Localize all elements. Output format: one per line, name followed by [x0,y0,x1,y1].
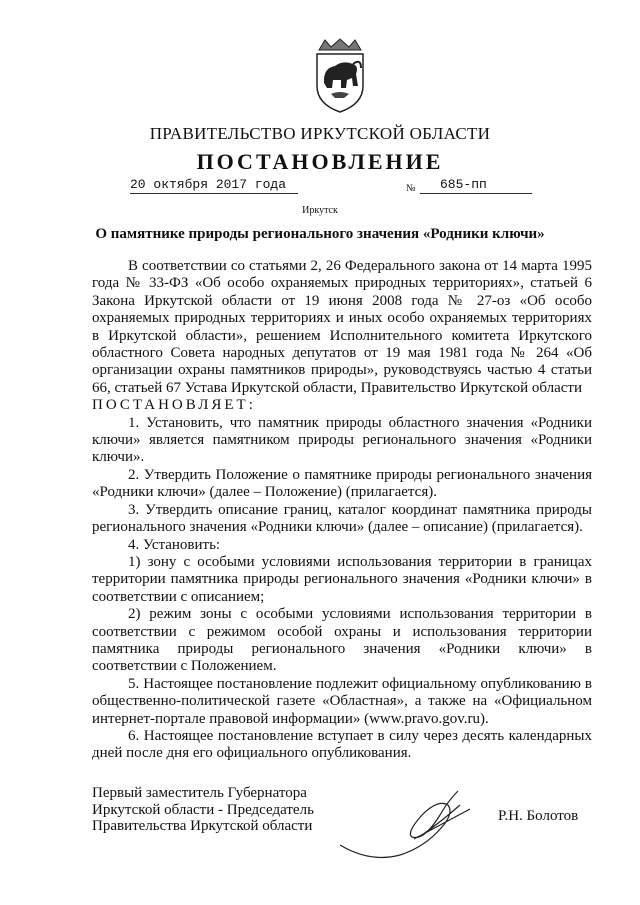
list-item: 6. Настоящее постановление вступает в силу через десять календарных дней после дня его официального опубликования. [92,727,592,762]
handwritten-signature-icon [330,775,480,865]
signatory-name: Р.Н. Болотов [498,808,579,824]
number-sign: № [406,183,416,194]
organization-name: ПРАВИТЕЛЬСТВО ИРКУТСКОЙ ОБЛАСТИ [149,124,491,143]
number-underline [420,193,532,194]
signatory-position: Первый заместитель Губернатора Иркутской области - Председатель Правительства Иркутской области [92,785,314,834]
resolves-heading: ПОСТАНОВЛЯЕТ: [92,397,256,414]
list-item: 1) зону с особыми условиями использования территории в границах территории памятника природы регионального значения «Родники ключи» в соответствии с описанием; [92,553,592,605]
list-item: 2. Утвердить Положение о памятнике природы регионального значения «Родники ключи» (далее – Положение) (прилагается). [92,466,592,501]
document-number: 685-пп [440,177,487,192]
document-date: 20 октября 2017 года [130,177,287,192]
document-type: ПОСТАНОВЛЕНИЕ [196,149,444,174]
preamble: В соответствии со статьями 2, 26 Федерального закона от 14 марта 1995 года № 33-ФЗ «Об особо охраняемых природных территориях», статьей 6 Закона Иркутской области от 19 июня 2008 года № 27-оз «Об особо охраняемых природных территориях и иных особо охраняемых территориях в Иркутской области», решением Исполнительного комитета Иркутского областного Совета народных депутатов от 19 мая 1981 года № 264 «Об организации охраны памятников природы», руководствуясь частью 4 статьи 66, статьей 67 Устава Иркутской области, Правительство Иркутской области [92,258,592,396]
list-item: 4. Установить: [128,536,221,553]
city: Иркутск [302,205,338,216]
list-item: 1. Установить, что памятник природы областного значения «Родники ключи» является памятником природы регионального значения «Родники ключи». [92,414,592,466]
coat-of-arms-icon [311,38,369,114]
document-title: О памятнике природы регионального значения «Родники ключи» [95,226,545,242]
list-item: 2) режим зоны с особыми условиями использования территории в соответствии с режимом особой охраны и использования территории памятника природы регионального значения «Родники ключи» в соответствии с Положением. [92,606,592,675]
document-body [92,258,592,763]
date-underline [130,193,298,194]
list-item: 3. Утвердить описание границ, каталог координат памятника природы регионального значения «Родники ключи» (далее – описание) (прилагается). [92,501,592,536]
list-item: 5. Настоящее постановление подлежит официальному опубликованию в общественно-политической газете «Областная», а также на «Официальном интернет-портале правовой информации» (www.pravo.gov.ru). [92,675,592,727]
